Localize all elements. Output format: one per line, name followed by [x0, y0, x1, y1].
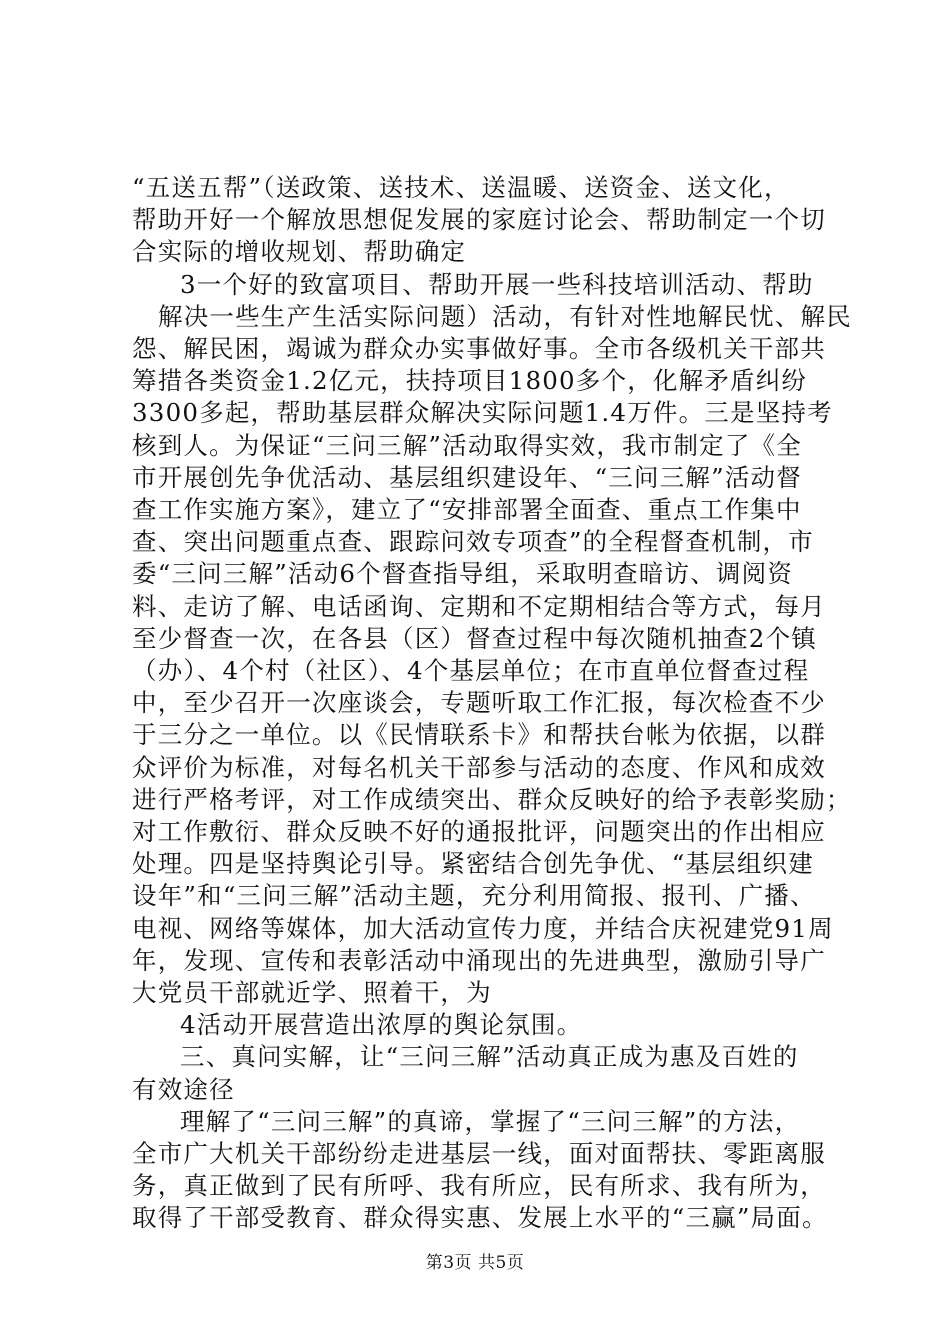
text-line: 处理。四是坚持舆论引导。紧密结合创先争优、“基层组织建: [132, 849, 814, 879]
section-heading: 三、真问实解，让“三问三解”活动真正成为惠及百姓的: [180, 1042, 799, 1072]
text-line: 查、突出问题重点查、跟踪问效专项查”的全程督查机制，市: [132, 527, 814, 557]
text-line: 料、走访了解、电话函询、定期和不定期相结合等方式，每月: [132, 591, 826, 621]
text-line: 年，发现、宣传和表彰活动中涌现出的先进典型，激励引导广: [132, 945, 826, 975]
text-line: 取得了干部受教育、群众得实惠、发展上水平的“三赢”局面。: [132, 1203, 828, 1233]
text-line: 怨、解民困，竭诚为群众办实事做好事。全市各级机关干部共: [132, 334, 826, 363]
text-line: 大党员干部就近学、照着干，为: [132, 978, 492, 1007]
text-line: 务，真正做到了民有所呼、我有所应，民有所求、我有所为，: [132, 1171, 826, 1201]
text-line: 至少督查一次，在各县（区）督查过程中每次随机抽查2个镇: [132, 623, 817, 653]
text-line: 委“三问三解”活动6个督查指导组，采取明查暗访、调阅资: [132, 559, 794, 589]
text-line: 查工作实施方案》，建立了“安排部署全面查、重点工作集中: [132, 495, 802, 524]
text-line: 进行严格考评，对工作成绩突出、群众反映好的给予表彰奖励；: [132, 784, 852, 814]
text-line: 筹措各类资金1.2亿元，扶持项目1800多个，化解矛盾纠纷: [132, 366, 808, 396]
text-line: 对工作敷衍、群众反映不好的通报批评，问题突出的作出相应: [132, 817, 826, 846]
text-line: 电视、网络等媒体，加大活动宣传力度，并结合庆祝建党91周: [132, 913, 834, 943]
text-line: 3300多起，帮助基层群众解决实际问题1.4万件。三是坚持考: [132, 398, 833, 428]
text-line: 4活动开展营造出浓厚的舆论氛围。: [180, 1010, 583, 1040]
text-line: “五送五帮”（送政策、送技术、送温暖、送资金、送文化，: [132, 173, 790, 202]
page-footer: 第3页 共5页: [425, 1253, 525, 1274]
text-line: 全市广大机关干部纷纷走进基层一线，面对面帮扶、零距离服: [132, 1139, 826, 1168]
text-line: 合实际的增收规划、帮助确定: [132, 237, 467, 267]
section-heading: 有效途径: [132, 1074, 235, 1104]
text-line: 中，至少召开一次座谈会，专题听取工作汇报，每次检查不少: [132, 688, 826, 718]
text-line: 于三分之一单位。以《民情联系卡》和帮扶台帐为依据，以群: [132, 720, 826, 750]
text-line: 解决一些生产生活实际问题）活动，有针对性地解民忧、解民: [158, 301, 852, 331]
text-line: 设年”和“三问三解”活动主题，充分利用简报、报刊、广播、: [132, 881, 816, 911]
text-line: 市开展创先争优活动、基层组织建设年、“三问三解”活动督: [132, 462, 802, 492]
text-line: 众评价为标准，对每名机关干部参与活动的态度、作风和成效: [132, 752, 826, 782]
text-line: 3一个好的致富项目、帮助开展一些科技培训活动、帮助: [180, 269, 814, 299]
text-line: 帮助开好一个解放思想促发展的家庭讨论会、帮助制定一个切: [132, 205, 826, 235]
text-line: 理解了“三问三解”的真谛，掌握了“三问三解”的方法，: [180, 1106, 801, 1136]
text-line: （办）、4个村（社区）、4个基层单位；在市直单位督查过程: [132, 656, 810, 685]
text-line: 核到人。为保证“三问三解”活动取得实效，我市制定了《全: [132, 430, 802, 460]
